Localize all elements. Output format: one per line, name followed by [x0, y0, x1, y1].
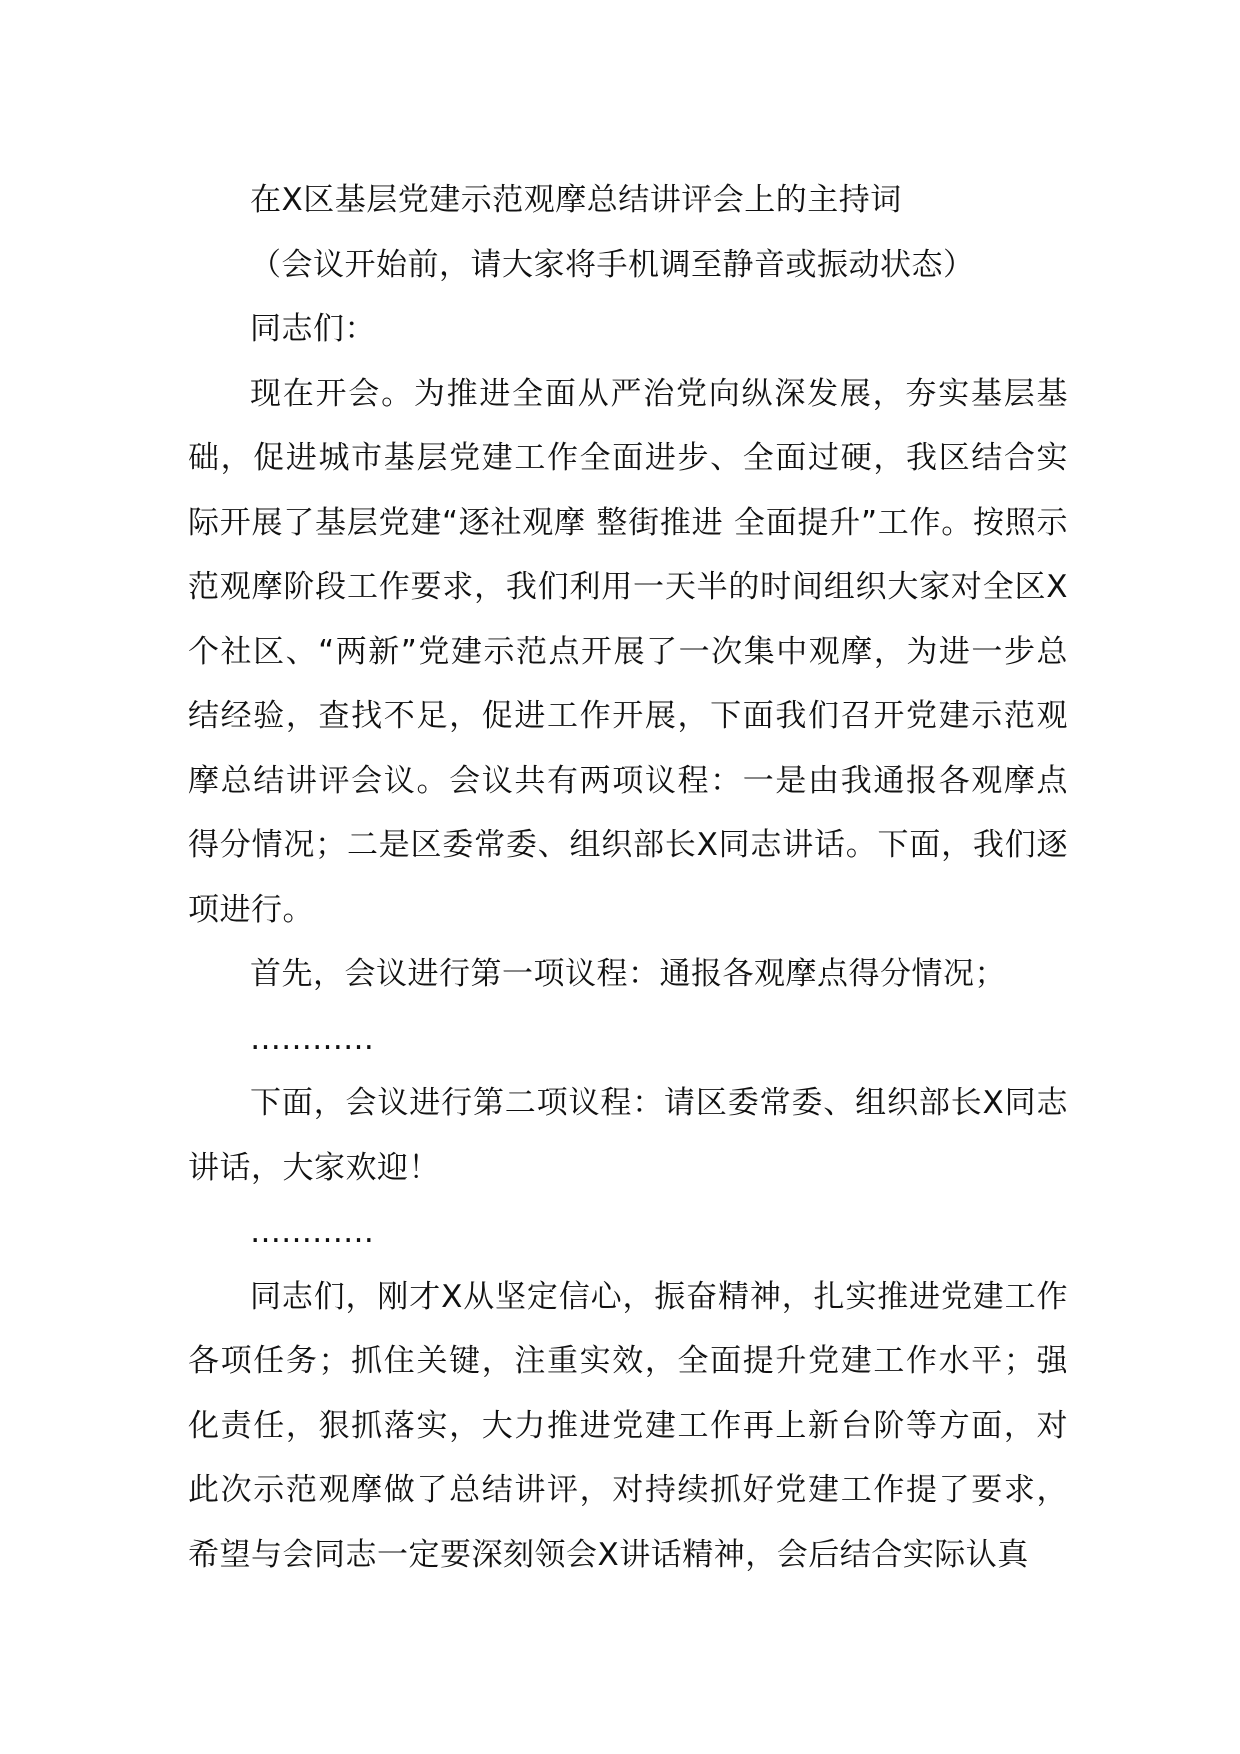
paragraph-opening: 现在开会。为推进全面从严治党向纵深发展，夯实基层基础，促进城市基层党建工作全面进步、全面过硬，我区结合实际开展了基层党建“逐社观摩 整街推进 全面提升”工作。按照示范观摩阶段工作要求，我们利用一天半的时间组织大家对全区X个社区、“两新”党建示范点开展了一次集中观摩，为进一步总结经验，查找不足，促进工作开展，下面我们召开党建示范观摩总结讲评会议。会议共有两项议程：一是由我通报各观摩点得分情况；二是区委常委、组织部长X同志讲话。下面，我们逐项进行。 — [188, 375, 1068, 928]
paragraph-agenda-one: 首先，会议进行第一项议程：通报各观摩点得分情况； — [250, 956, 1006, 992]
ellipsis-one: ………… — [250, 1020, 374, 1057]
paragraph-greeting: 同志们： — [250, 311, 376, 347]
paragraph-summary: 同志们，刚才X从坚定信心，振奋精神，扎实推进党建工作各项任务；抓住关键，注重实效，全面提升党建工作水平；强化责任，狠抓落实，大力推进党建工作再上新台阶等方面，对此次示范观摩做了总结讲评，对持续抓好党建工作提了要求，希望与会同志一定要深刻领会X讲话精神，会后结合实际认真 — [188, 1278, 1068, 1573]
paragraph-agenda-two: 下面，会议进行第二项议程：请区委常委、组织部长X同志讲话，大家欢迎！ — [188, 1085, 1068, 1186]
document-body — [188, 168, 1068, 1587]
meeting-note: （会议开始前，请大家将手机调至静音或振动状态） — [250, 246, 975, 283]
document-title: 在X区基层党建示范观摩总结讲评会上的主持词 — [250, 182, 902, 218]
ellipsis-two: ………… — [250, 1214, 374, 1250]
